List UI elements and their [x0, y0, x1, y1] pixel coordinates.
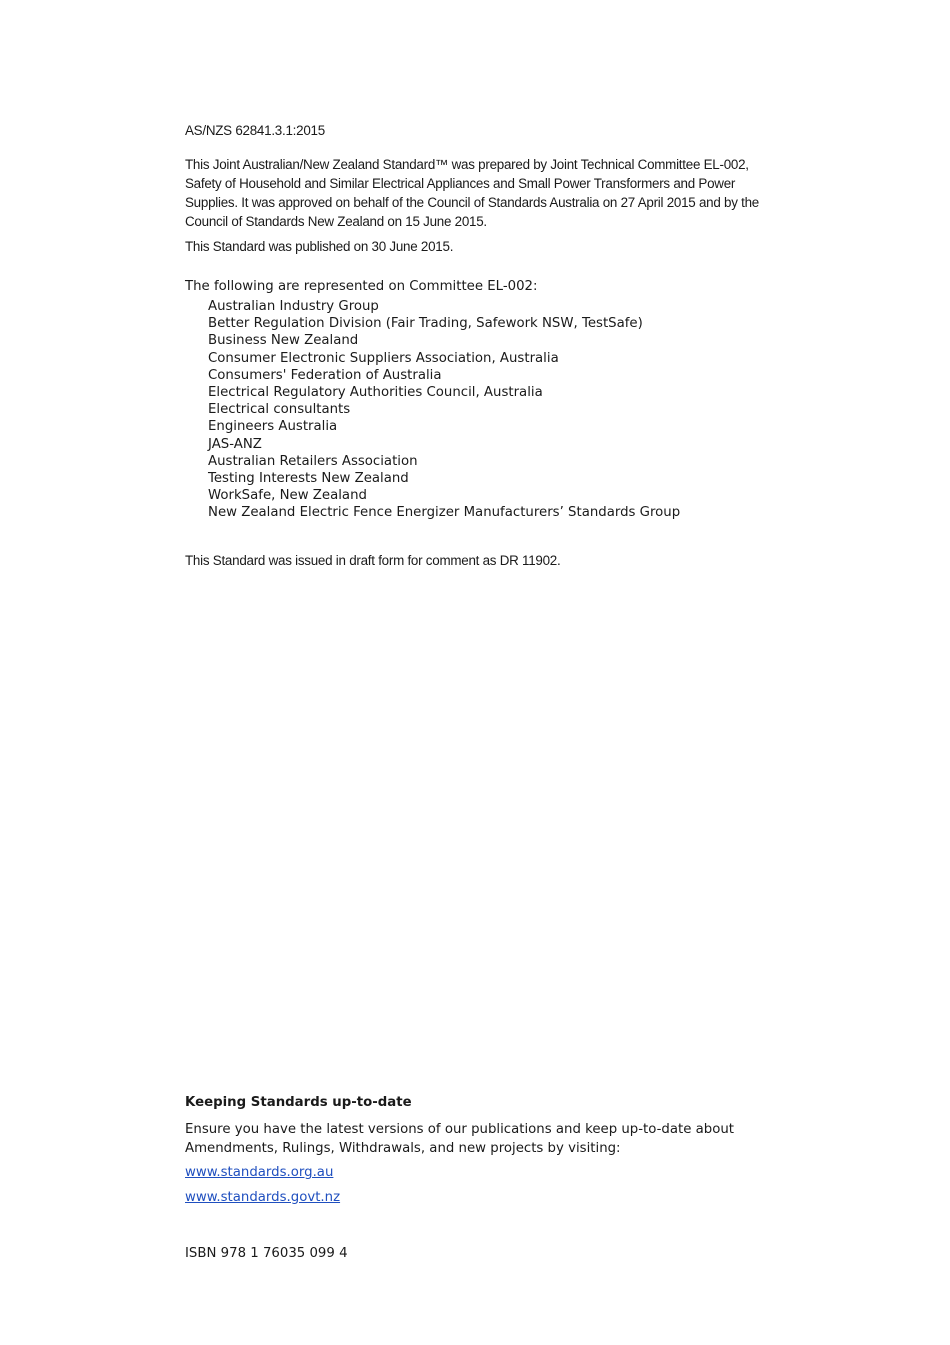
- committee-heading: The following are represented on Committee EL-002:: [185, 279, 538, 294]
- list-item: Better Regulation Division (Fair Trading, Safework NSW, TestSafe): [208, 316, 643, 332]
- list-item: Australian Industry Group: [208, 299, 379, 314]
- list-item: WorkSafe, New Zealand: [208, 488, 367, 504]
- list-item: Testing Interests New Zealand: [208, 471, 409, 487]
- standards-australia-link[interactable]: www.standards.org.au: [185, 1165, 334, 1180]
- standards-new-zealand-link[interactable]: www.standards.govt.nz: [185, 1190, 341, 1205]
- list-item: Engineers Australia: [208, 419, 338, 435]
- list-item: Business New Zealand: [208, 333, 359, 349]
- keeping-up-to-date-heading: Keeping Standards up-to-date: [185, 1095, 412, 1110]
- intro-paragraph: This Joint Australian/New Zealand Standard™ was prepared by Joint Technical Committee EL-002, Safety of Household and Similar Electrical Appliances and Small Power Transformers and Power Supplies. It was approved on behalf of the Council of Standards Australia on 27 April 2015 and by the Council of Standards New Zealand on 15 June 2015.: [185, 157, 760, 229]
- keeping-up-to-date-body: Ensure you have the latest versions of our publications and keep up-to-date about Amendments, Rulings, Withdrawals, and new projects by visiting:: [185, 1122, 734, 1156]
- committee-member-list: [208, 298, 680, 522]
- list-item: Australian Retailers Association: [208, 453, 418, 469]
- document-number: AS/NZS 62841.3.1:2015: [185, 123, 325, 138]
- isbn-number: ISBN 978 1 76035 099 4: [185, 1246, 348, 1261]
- list-item: Consumers' Federation of Australia: [208, 367, 442, 383]
- draft-note: This Standard was issued in draft form for comment as DR 11902.: [185, 553, 561, 568]
- published-date-line: This Standard was published on 30 June 2015.: [185, 239, 454, 254]
- list-item: Electrical consultants: [208, 402, 351, 418]
- list-item: JAS-ANZ: [208, 436, 262, 452]
- list-item: Consumer Electronic Suppliers Association, Australia: [208, 350, 559, 366]
- list-item: Electrical Regulatory Authorities Council, Australia: [208, 385, 543, 401]
- list-item: New Zealand Electric Fence Energizer Manufacturers’ Standards Group: [208, 505, 681, 521]
